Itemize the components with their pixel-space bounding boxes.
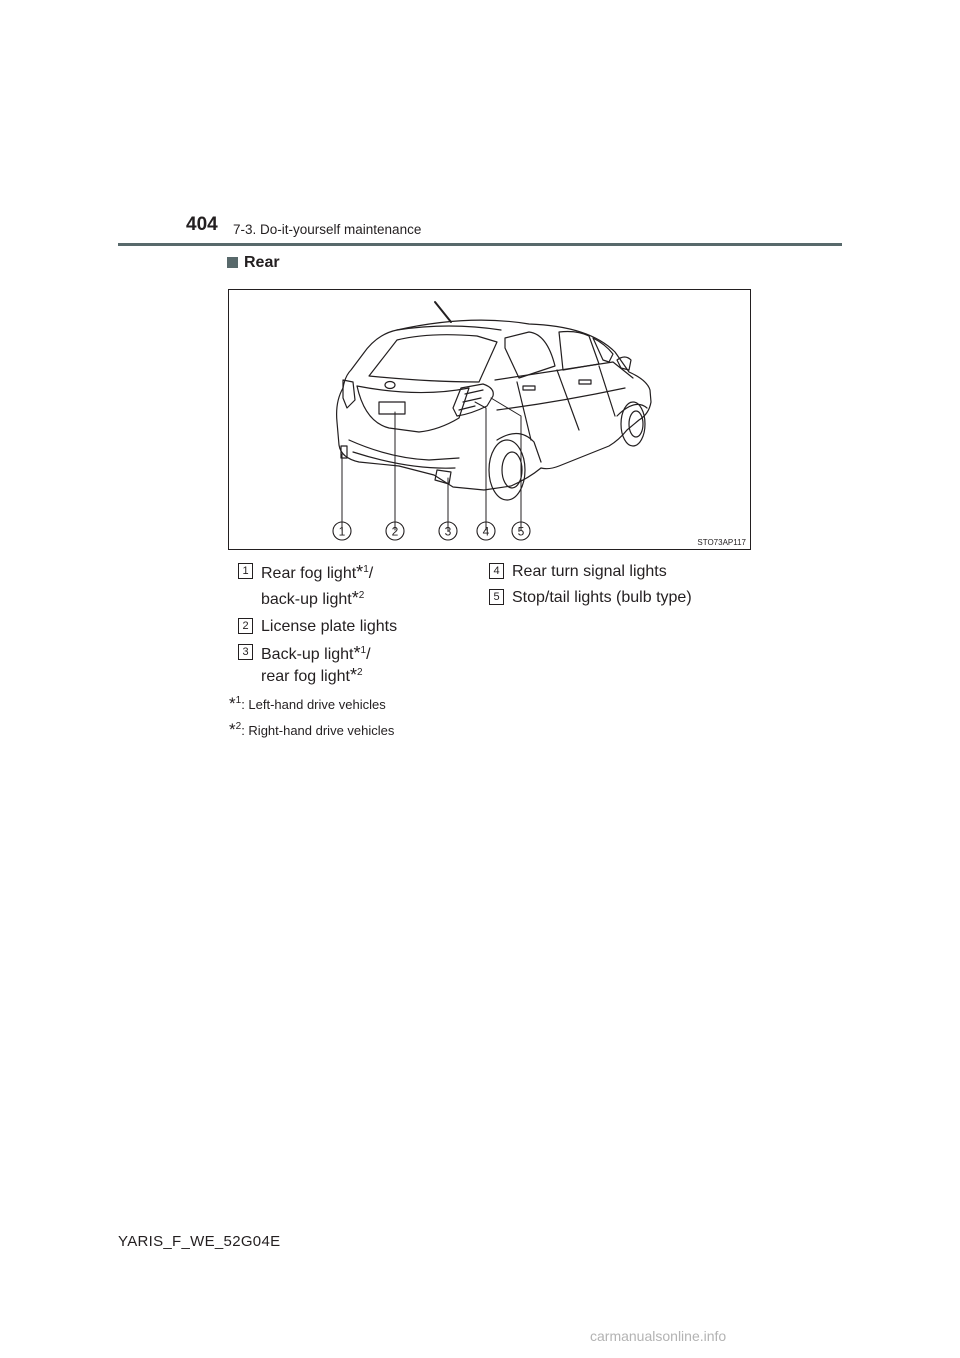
legend-item-3-second-line: [261, 664, 363, 688]
callout-1: 1: [338, 524, 346, 539]
footnote-ref: 1: [360, 645, 367, 656]
asterisk: *: [229, 720, 236, 739]
separator: /: [368, 565, 374, 582]
legend-number-4: 4: [489, 563, 504, 579]
subsection-heading: [227, 254, 280, 272]
footnote-ref: 2: [358, 590, 365, 601]
legend-number-5: 5: [489, 589, 504, 605]
asterisk: *: [351, 588, 359, 608]
subsection-heading-text: Rear: [244, 254, 280, 271]
legend-item-1-second-line: [261, 587, 364, 611]
footer-document-code: YARIS_F_WE_52G04E: [118, 1233, 281, 1250]
asterisk: *: [349, 665, 357, 685]
page-number: 404: [186, 214, 218, 235]
footnote-2-text: : Right-hand drive vehicles: [241, 723, 395, 738]
callout-4: 4: [482, 524, 490, 539]
header-rule: [118, 243, 842, 246]
car-rear-illustration: [229, 290, 750, 549]
legend-item-2: License plate lights: [261, 618, 398, 635]
footnote-ref: 2: [356, 667, 363, 678]
legend-item-1-line1: Rear fog light: [261, 565, 357, 582]
asterisk: *: [356, 562, 364, 582]
asterisk: *: [353, 643, 361, 663]
callout-3: 3: [444, 524, 452, 539]
footnote-ref: 1: [363, 564, 369, 575]
legend-number-1: 1: [238, 563, 253, 579]
square-bullet-icon: [227, 257, 238, 268]
figure-code: STO73AP117: [697, 538, 746, 547]
rear-lights-figure: [228, 289, 751, 550]
legend-number-3: 3: [238, 644, 253, 660]
legend-item-3-line2: rear fog light: [261, 668, 350, 685]
watermark: carmanualsonline.info: [590, 1328, 727, 1344]
asterisk: *: [229, 694, 236, 713]
footnote-mark: 2: [235, 721, 242, 732]
legend-item-1-line2: back-up light: [261, 591, 352, 608]
legend-number-2: 2: [238, 618, 253, 634]
footnote-mark: 1: [235, 695, 242, 706]
legend-item-3-line1: Back-up light: [261, 646, 354, 663]
section-title: 7-3. Do-it-yourself maintenance: [233, 222, 422, 237]
legend-item-3: [261, 642, 371, 666]
footnote-1-text: : Left-hand drive vehicles: [241, 697, 386, 712]
legend-item-1: [261, 561, 373, 585]
callout-5: 5: [517, 524, 525, 539]
separator: /: [366, 646, 371, 663]
footnote-2: [229, 720, 394, 740]
footnote-1: [229, 694, 386, 714]
callout-2: 2: [391, 524, 399, 539]
legend-item-4: Rear turn signal lights: [512, 563, 667, 580]
legend-item-5: Stop/tail lights (bulb type): [512, 589, 692, 606]
